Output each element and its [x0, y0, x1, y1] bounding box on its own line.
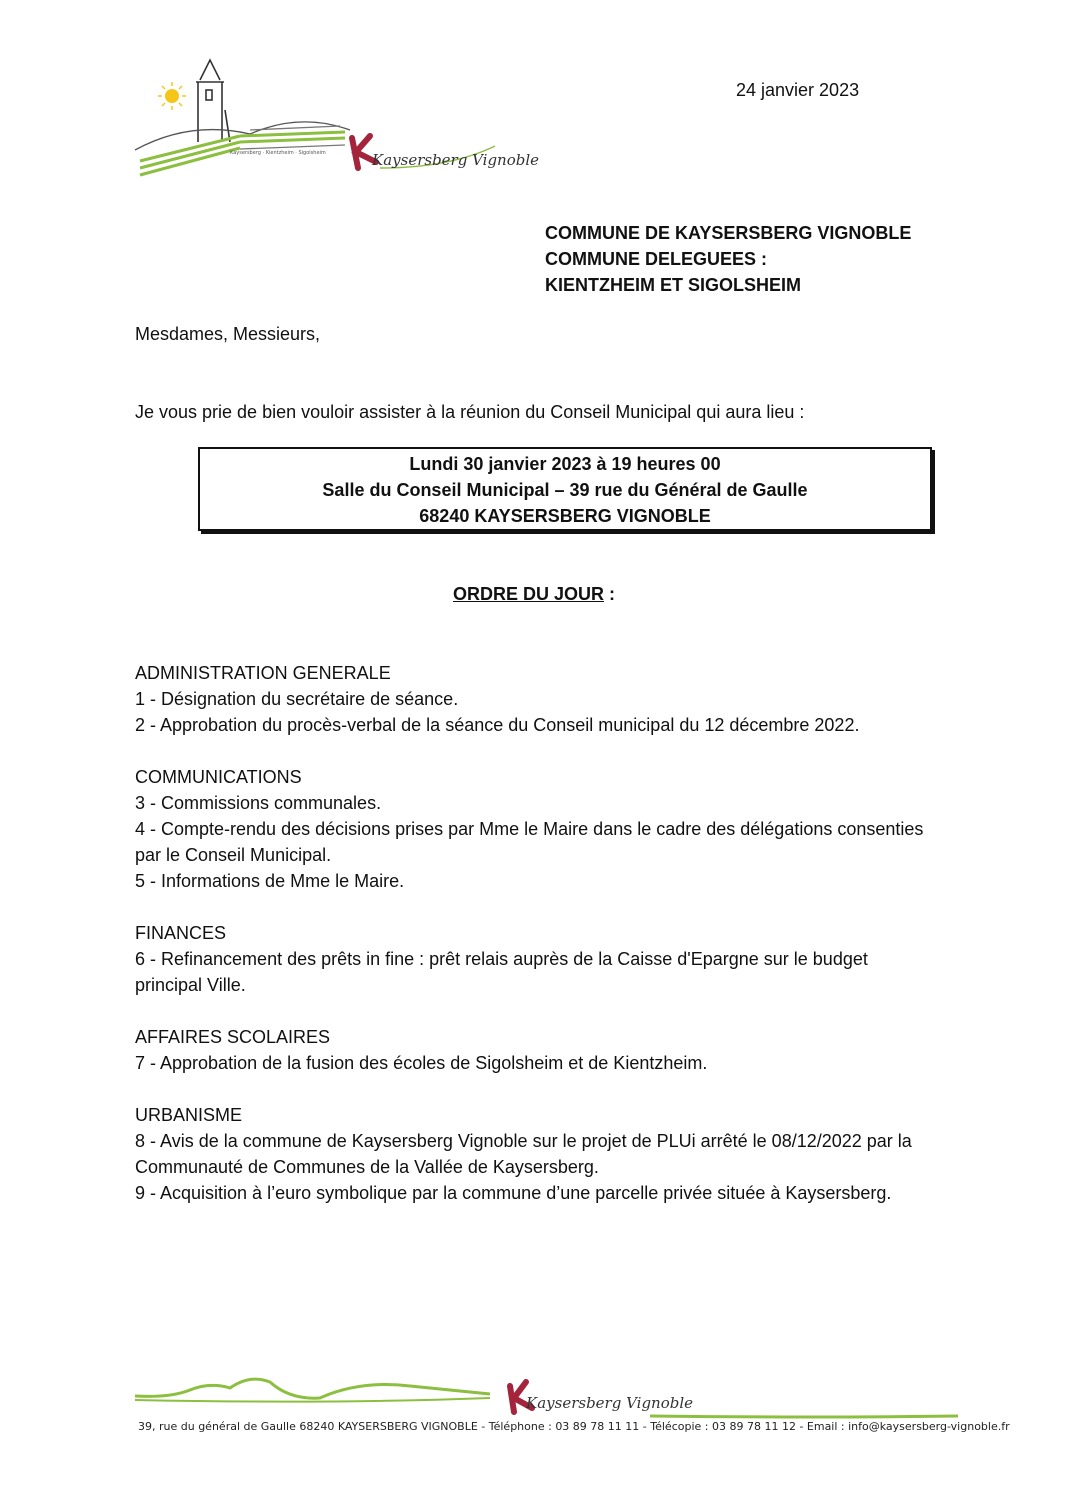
sun-icon [165, 89, 179, 103]
meeting-venue: Salle du Conseil Municipal – 39 rue du Général de Gaulle [322, 480, 808, 500]
recipient-line-2: COMMUNE DELEGUEES : [545, 249, 768, 269]
agenda-item: 9 - Acquisition à l’euro symbolique par la commune d’une parcelle privée située à Kaysersberg. [135, 1183, 892, 1203]
agenda-item: 4 - Compte-rendu des décisions prises par Mme le Maire dans le cadre des délégations consenties par le Conseil Municipal. [135, 819, 924, 865]
agenda-section-title: AFFAIRES SCOLAIRES [135, 1027, 331, 1047]
footer-wordmark: Kaysersberg Vignoble [526, 1394, 694, 1412]
agenda-section-title: ADMINISTRATION GENERALE [135, 663, 391, 683]
logo-subtext: Kaysersberg · Kientzheim · Sigolsheim [230, 150, 326, 156]
meeting-city: 68240 KAYSERSBERG VIGNOBLE [419, 506, 711, 526]
footer-logo-band [130, 1360, 960, 1420]
agenda-section [135, 1024, 935, 1076]
agenda-item: 2 - Approbation du procès-verbal de la séance du Conseil municipal du 12 décembre 2022. [135, 715, 860, 735]
meeting-date-time: Lundi 30 janvier 2023 à 19 heures 00 [409, 454, 721, 474]
agenda-item: 5 - Informations de Mme le Maire. [135, 871, 405, 891]
agenda-section-title: URBANISME [135, 1105, 243, 1125]
recipient-line-3: KIENTZHEIM ET SIGOLSHEIM [545, 275, 802, 295]
agenda-item: 3 - Commissions communales. [135, 793, 382, 813]
agenda-title-colon: : [604, 584, 615, 604]
agenda-section [135, 1102, 935, 1206]
intro-paragraph: Je vous prie de bien vouloir assister à la réunion du Conseil Municipal qui aura lieu : [135, 402, 805, 422]
agenda-title-text: ORDRE DU JOUR [452, 584, 604, 604]
agenda-item: 6 - Refinancement des prêts in fine : prêt relais auprès de la Caisse d'Epargne sur le budget principal Ville. [135, 949, 868, 995]
letter-date: 24 janvier 2023 [736, 80, 860, 100]
agenda-section-title: FINANCES [135, 923, 227, 943]
logo-wordmark: Kaysersberg Vignoble [372, 151, 540, 169]
greeting: Mesdames, Messieurs, [135, 324, 321, 344]
agenda-item: 8 - Avis de la commune de Kaysersberg Vignoble sur le projet de PLUi arrêté le 08/12/2022 par la Communauté de Communes de la Vallée de Kaysersberg. [135, 1131, 912, 1177]
agenda-section-title: COMMUNICATIONS [135, 767, 302, 787]
meeting-details-box [198, 447, 932, 531]
kaysersberg-vignoble-logo [130, 50, 540, 190]
agenda-list [135, 660, 935, 1232]
agenda-item: 7 - Approbation de la fusion des écoles de Sigolsheim et de Kientzheim. [135, 1053, 708, 1073]
agenda-title [0, 584, 1068, 605]
agenda-item: 1 - Désignation du secrétaire de séance. [135, 689, 459, 709]
recipient-line-1: COMMUNE DE KAYSERSBERG VIGNOBLE [545, 223, 912, 243]
agenda-section [135, 660, 935, 738]
footer-address: 39, rue du général de Gaulle 68240 KAYSERSBERG VIGNOBLE - Téléphone : 03 89 78 11 11 - Télécopie : 03 89 78 11 12 - Email : info@kaysersberg-vignoble.fr [138, 1420, 1010, 1433]
agenda-section [135, 920, 935, 998]
recipient-block [545, 220, 911, 298]
agenda-section [135, 764, 935, 894]
